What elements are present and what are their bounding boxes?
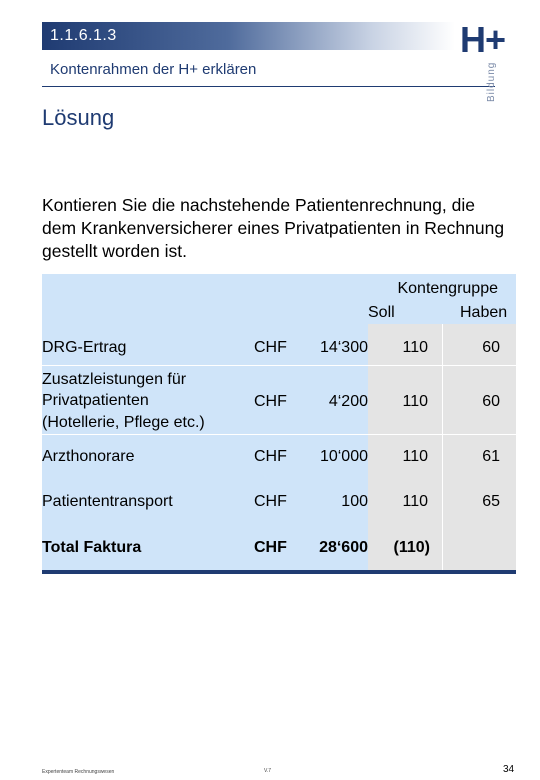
row-soll: 110 [402,339,428,356]
row-haben: 65 [482,493,500,510]
row-currency: CHF [254,448,287,465]
total-amount: 28‘600 [319,539,368,556]
row-currency: CHF [254,339,287,356]
row-label: DRG-Ertrag [42,339,127,356]
row-label-line: Privatpatienten [42,392,149,409]
footer-version: V.7 [264,768,272,774]
total-label: Total Faktura [42,539,142,556]
chapter-subtitle: Kontenrahmen der H+ erklären [50,61,257,78]
logo [458,19,518,102]
logo-mark: H+ [460,19,506,60]
table-bottom-rule [42,570,516,574]
row-currency: CHF [254,393,287,410]
total-currency: CHF [254,539,287,556]
footer-author: Expertenteam Rechnungswesen [42,769,115,775]
header-rule [42,86,495,87]
row-haben: 61 [482,448,500,465]
total-soll: (110) [393,539,430,556]
instruction-text: Kontieren Sie die nachstehende Patientenrechnung, die dem Krankenversicherer eines Privatpatienten in Rechnung gestellt worden ist. [42,195,505,261]
row-haben: 60 [482,393,500,410]
row-amount: 10‘000 [319,448,368,465]
chapter-banner [42,22,455,50]
row-label: Patiententransport [42,493,173,510]
row-label-line: (Hotellerie, Pflege etc.) [42,414,205,431]
row-soll: 110 [402,448,428,465]
row-amount: 4‘200 [328,393,368,410]
row-amount: 100 [341,493,368,510]
row-label-line: Zusatzleistungen für [42,371,187,388]
row-haben: 60 [482,339,500,356]
row-amount: 14‘300 [319,339,368,356]
chapter-number: 1.1.6.1.3 [50,27,117,44]
row-soll: 110 [402,393,428,410]
row-soll: 110 [402,493,428,510]
soll-header: Soll [368,304,395,321]
row-currency: CHF [254,493,287,510]
haben-header: Haben [460,304,508,321]
page-number: 34 [503,764,515,775]
row-divider [42,434,516,435]
group-header: Kontengruppe [397,280,498,297]
row-label: Arzthonorare [42,448,135,465]
section-title: Lösung [42,105,115,130]
haben-total-cell [442,522,516,570]
row-divider [42,365,516,366]
logo-word: Bildung [486,61,497,102]
invoice-table [42,274,516,576]
